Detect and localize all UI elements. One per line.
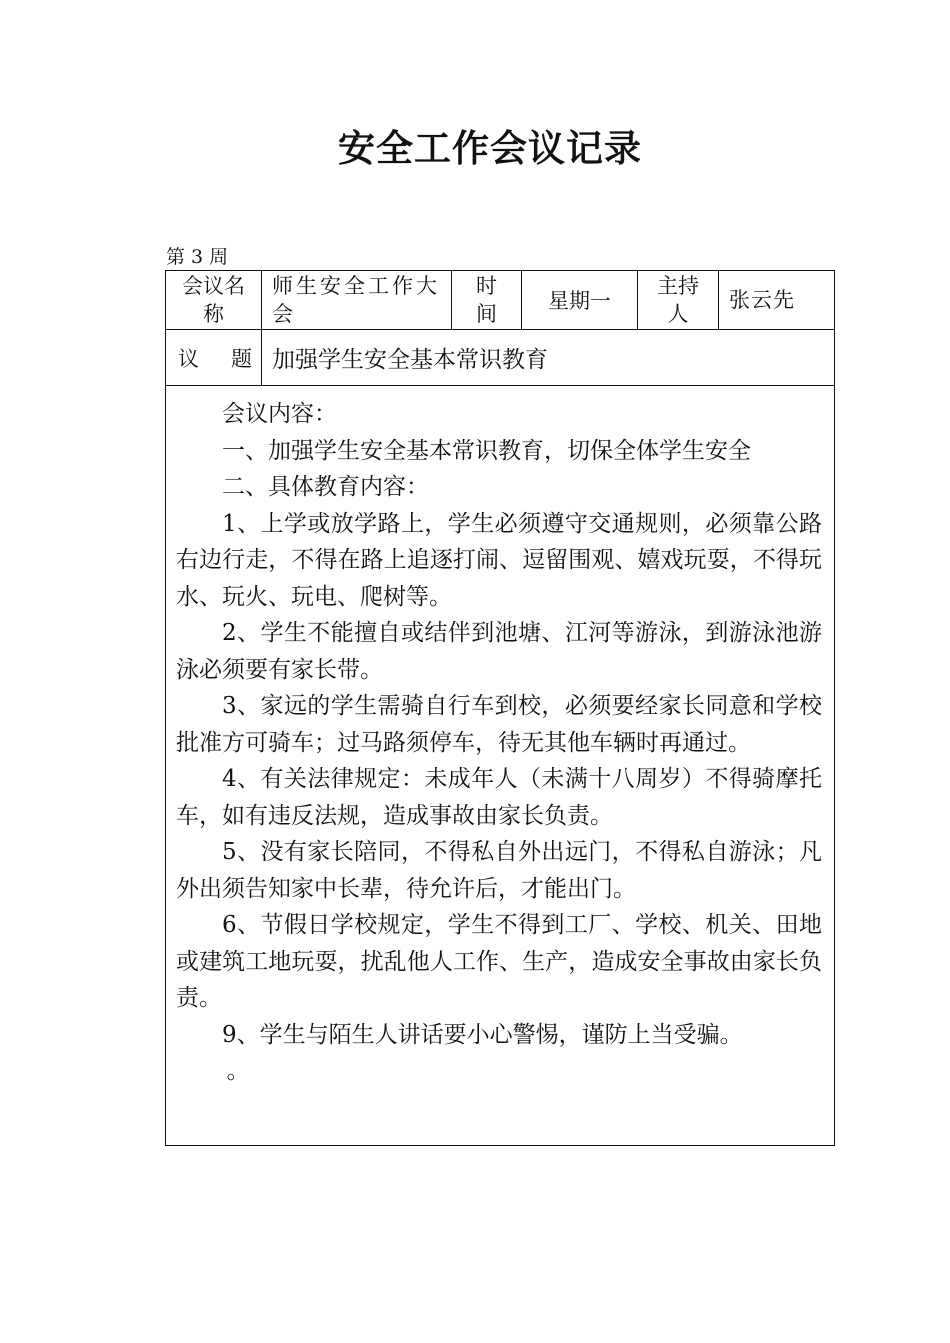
host-value: 张云先 (719, 271, 835, 330)
document-title: 安全工作会议记录 (338, 127, 642, 170)
meeting-name-label (166, 271, 262, 330)
meeting-name-value (262, 271, 452, 330)
content-paragraph: 3、家远的学生需骑自行车到校，必须要经家长同意和学校批准方可骑车；过马路须停车，待无其他车辆时再通过。 (176, 693, 822, 756)
content-heading: 会议内容： (222, 401, 337, 427)
content-row (166, 386, 835, 1146)
week-label: 第 3 周 (166, 246, 229, 268)
topic-value: 加强学生安全基本常识教育 (262, 330, 835, 386)
host-label-text: 主持人 (657, 274, 699, 326)
content-paragraph: 2、学生不能擅自或结伴到池塘、江河等游泳，到游泳池游泳必须要有家长带。 (176, 620, 822, 683)
time-label-text: 时间 (476, 274, 497, 326)
content-paragraph: 5、没有家长陪同，不得私自外出远门，不得私自游泳；凡外出须告知家中长辈，待允许后，才能出门。 (176, 839, 822, 902)
topic-label-part2: 题 (231, 346, 252, 371)
content-paragraph: 9、学生与陌生人讲话要小心警惕，谨防上当受骗。 (222, 1021, 743, 1048)
content-paragraph: 一、加强学生安全基本常识教育，切保全体学生安全 (222, 437, 751, 464)
meeting-content-cell (166, 386, 835, 1146)
content-paragraph: 6、节假日学校规定，学生不得到工厂、学校、机关、田地或建筑工地玩耍，扰乱他人工作、生产，造成安全事故由家长负责。 (176, 912, 822, 1011)
time-value: 星期一 (522, 271, 638, 330)
content-trailing-mark: 。 (226, 1058, 250, 1084)
content-paragraph: 二、具体教育内容： (222, 474, 429, 500)
meeting-name-label-text: 会议名称 (182, 274, 245, 326)
topic-label-part1: 议 (178, 346, 199, 371)
topic-row (166, 330, 835, 386)
header-row (166, 271, 835, 330)
host-label (638, 271, 719, 330)
meeting-name-value-text: 师生安全工作大会 (272, 274, 440, 326)
time-label (452, 271, 522, 330)
topic-label (166, 330, 262, 386)
content-paragraph: 1、上学或放学路上，学生必须遵守交通规则，必须靠公路右边行走，不得在路上追逐打闹、逗留围观、嬉戏玩耍，不得玩水、玩火、玩电、爬树等。 (176, 510, 822, 610)
content-paragraph: 4、有关法律规定：未成年人（未满十八周岁）不得骑摩托车，如有违反法规，造成事故由家长负责。 (176, 766, 822, 829)
meeting-record-table (165, 270, 835, 1146)
meeting-content (176, 396, 822, 1090)
